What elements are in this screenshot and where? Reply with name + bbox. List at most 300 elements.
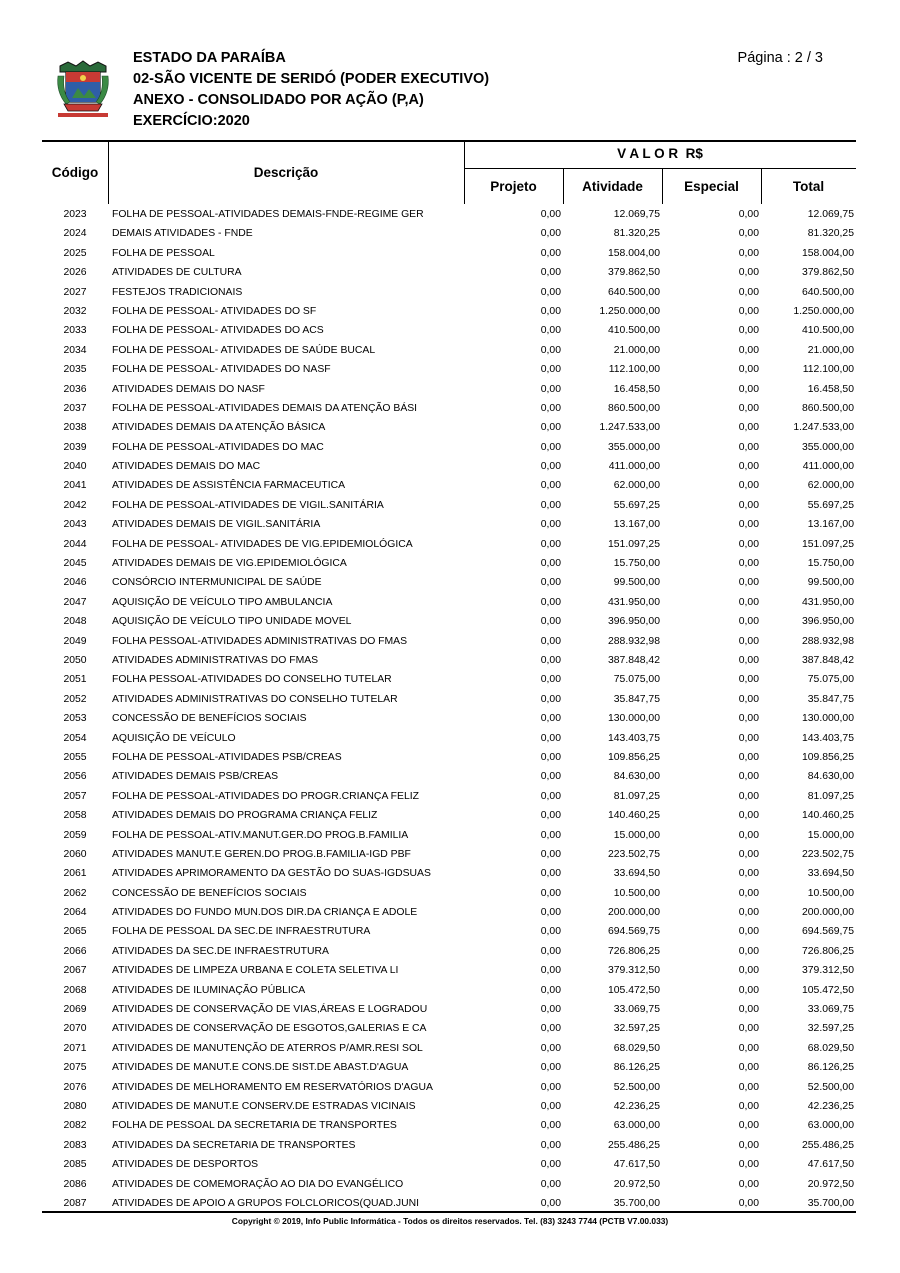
table-row [0, 767, 900, 786]
total-cell: 387.848,42 [801, 654, 854, 666]
description-cell: ATIVIDADES DEMAIS DO PROGRAMA CRIANÇA FELIZ [112, 810, 378, 822]
code-cell: 2043 [63, 519, 87, 531]
description-cell: ATIVIDADES ADMINISTRATIVAS DO CONSELHO TUTELAR [112, 693, 398, 705]
code-cell: 2060 [63, 848, 87, 860]
table-row [0, 1019, 900, 1038]
table-row [0, 1058, 900, 1077]
atividade-cell: 10.500,00 [613, 887, 660, 899]
code-cell: 2026 [63, 267, 87, 279]
projeto-cell: 0,00 [540, 907, 561, 919]
atividade-cell: 151.097,25 [607, 538, 660, 550]
table-row [0, 1175, 900, 1194]
coat-of-arms-icon [54, 58, 112, 120]
projeto-cell: 0,00 [540, 713, 561, 725]
table-row [0, 283, 900, 302]
code-cell: 2034 [63, 344, 87, 356]
description-cell: AQUISIÇÃO DE VEÍCULO [112, 732, 236, 744]
projeto-cell: 0,00 [540, 1139, 561, 1151]
especial-cell: 0,00 [738, 654, 759, 666]
total-cell: 32.597,25 [807, 1023, 854, 1035]
table-row [0, 845, 900, 864]
table-row [0, 864, 900, 883]
especial-cell: 0,00 [738, 519, 759, 531]
description-cell: ATIVIDADES DEMAIS DE VIG.EPIDEMIOLÓGICA [112, 558, 347, 570]
table-row [0, 593, 900, 612]
projeto-cell: 0,00 [540, 829, 561, 841]
total-cell: 112.100,00 [802, 364, 854, 376]
column-header-especial: Especial [684, 179, 739, 194]
especial-cell: 0,00 [738, 1004, 759, 1016]
table-row [0, 438, 900, 457]
projeto-cell: 0,00 [540, 461, 561, 473]
especial-cell: 0,00 [738, 538, 759, 550]
atividade-cell: 81.097,25 [613, 790, 660, 802]
especial-cell: 0,00 [738, 1081, 759, 1093]
projeto-cell: 0,00 [540, 1159, 561, 1171]
projeto-cell: 0,00 [540, 790, 561, 802]
projeto-cell: 0,00 [540, 1100, 561, 1112]
description-cell: FOLHA DE PESSOAL DA SECRETARIA DE TRANSPORTES [112, 1120, 397, 1132]
code-cell: 2023 [63, 209, 87, 220]
description-cell: FOLHA PESSOAL-ATIVIDADES ADMINISTRATIVAS DO FMAS [112, 635, 408, 647]
projeto-cell: 0,00 [540, 926, 561, 938]
total-cell: 379.312,50 [801, 965, 854, 977]
especial-cell: 0,00 [738, 1042, 759, 1054]
table-row [0, 632, 900, 651]
atividade-cell: 75.075,00 [613, 674, 660, 686]
code-cell: 2066 [63, 945, 87, 957]
code-cell: 2036 [63, 383, 87, 395]
table-row [0, 360, 900, 379]
table-row [0, 1039, 900, 1058]
total-cell: 151.097,25 [801, 538, 854, 550]
total-cell: 86.126,25 [807, 1062, 854, 1074]
description-cell: CONCESSÃO DE BENEFÍCIOS SOCIAIS [112, 887, 307, 899]
projeto-cell: 0,00 [540, 1197, 561, 1209]
description-cell: FOLHA DE PESSOAL DA SEC.DE INFRAESTRUTURA [112, 926, 371, 938]
total-cell: 130.000,00 [801, 713, 854, 725]
table-row [0, 1000, 900, 1019]
code-cell: 2054 [63, 732, 87, 744]
especial-cell: 0,00 [738, 945, 759, 957]
atividade-cell: 21.000,00 [613, 344, 660, 356]
total-cell: 81.097,25 [807, 790, 854, 802]
description-cell: FOLHA DE PESSOAL-ATIV.MANUT.GER.DO PROG.B.FAMILIA [112, 829, 409, 841]
projeto-cell: 0,00 [540, 247, 561, 259]
annex-title: ANEXO - CONSOLIDADO POR AÇÃO (P,A) [133, 92, 424, 108]
especial-cell: 0,00 [738, 383, 759, 395]
especial-cell: 0,00 [738, 771, 759, 783]
table-row [0, 380, 900, 399]
total-cell: 33.069,75 [807, 1004, 854, 1016]
code-cell: 2086 [63, 1178, 87, 1190]
total-cell: 47.617,50 [807, 1159, 854, 1171]
code-cell: 2056 [63, 771, 87, 783]
table-row [0, 612, 900, 631]
description-cell: FESTEJOS TRADICIONAIS [112, 286, 243, 298]
especial-cell: 0,00 [738, 926, 759, 938]
table-row [0, 884, 900, 903]
description-cell: ATIVIDADES DO FUNDO MUN.DOS DIR.DA CRIANÇA E ADOLE [112, 907, 418, 919]
atividade-cell: 694.569,75 [607, 926, 660, 938]
atividade-cell: 158.004,00 [607, 247, 660, 259]
total-cell: 1.247.533,00 [793, 422, 854, 434]
projeto-cell: 0,00 [540, 674, 561, 686]
description-cell: FOLHA DE PESSOAL-ATIVIDADES DEMAIS DA ATENÇÃO BÁSI [112, 402, 418, 414]
description-cell: FOLHA DE PESSOAL-ATIVIDADES DEMAIS-FNDE-REGIME GER [112, 209, 424, 220]
code-cell: 2053 [63, 713, 87, 725]
projeto-cell: 0,00 [540, 1042, 561, 1054]
table-row [0, 1078, 900, 1097]
code-cell: 2061 [63, 868, 87, 880]
especial-cell: 0,00 [738, 829, 759, 841]
total-cell: 379.862,50 [801, 267, 854, 279]
especial-cell: 0,00 [738, 461, 759, 473]
atividade-cell: 84.630,00 [613, 771, 660, 783]
especial-cell: 0,00 [738, 247, 759, 259]
total-cell: 431.950,00 [801, 596, 854, 608]
atividade-cell: 200.000,00 [607, 907, 660, 919]
atividade-cell: 431.950,00 [607, 596, 660, 608]
projeto-cell: 0,00 [540, 1062, 561, 1074]
description-cell: ATIVIDADES DA SECRETARIA DE TRANSPORTES [112, 1139, 356, 1151]
atividade-cell: 130.000,00 [607, 713, 660, 725]
total-cell: 255.486,25 [801, 1139, 854, 1151]
projeto-cell: 0,00 [540, 577, 561, 589]
especial-cell: 0,00 [738, 790, 759, 802]
state-name: ESTADO DA PARAÍBA [133, 50, 286, 66]
atividade-cell: 112.100,00 [608, 364, 660, 376]
especial-cell: 0,00 [738, 596, 759, 608]
column-header-projeto: Projeto [490, 179, 537, 194]
especial-cell: 0,00 [738, 868, 759, 880]
projeto-cell: 0,00 [540, 558, 561, 570]
description-cell: ATIVIDADES DE CONSERVAÇÃO DE ESGOTOS,GALERIAS E CA [112, 1023, 427, 1035]
total-cell: 396.950,00 [801, 616, 854, 628]
especial-cell: 0,00 [738, 558, 759, 570]
table-row [0, 651, 900, 670]
especial-cell: 0,00 [738, 344, 759, 356]
code-cell: 2085 [63, 1159, 87, 1171]
total-cell: 411.000,00 [802, 461, 854, 473]
especial-cell: 0,00 [738, 907, 759, 919]
table-row [0, 806, 900, 825]
projeto-cell: 0,00 [540, 519, 561, 531]
total-cell: 223.502,75 [801, 848, 854, 860]
table-row [0, 826, 900, 845]
atividade-cell: 32.597,25 [613, 1023, 660, 1035]
especial-cell: 0,00 [738, 267, 759, 279]
table-row [0, 496, 900, 515]
especial-cell: 0,00 [738, 751, 759, 763]
especial-cell: 0,00 [738, 364, 759, 376]
description-cell: ATIVIDADES DEMAIS DO MAC [112, 461, 261, 473]
column-header-code: Código [51, 165, 99, 180]
especial-cell: 0,00 [738, 1100, 759, 1112]
description-cell: ATIVIDADES DE ASSISTÊNCIA FARMACEUTICA [112, 480, 346, 492]
especial-cell: 0,00 [738, 674, 759, 686]
description-cell: FOLHA DE PESSOAL [112, 247, 215, 259]
atividade-cell: 62.000,00 [613, 480, 660, 492]
code-cell: 2067 [63, 965, 87, 977]
especial-cell: 0,00 [738, 1062, 759, 1074]
table-row [0, 244, 900, 263]
total-cell: 84.630,00 [807, 771, 854, 783]
description-cell: FOLHA DE PESSOAL- ATIVIDADES DO SF [112, 305, 317, 317]
code-cell: 2025 [63, 247, 87, 259]
projeto-cell: 0,00 [540, 1023, 561, 1035]
projeto-cell: 0,00 [540, 1120, 561, 1132]
especial-cell: 0,00 [738, 325, 759, 337]
description-cell: FOLHA DE PESSOAL- ATIVIDADES DO ACS [112, 325, 324, 337]
code-cell: 2041 [63, 480, 87, 492]
total-cell: 75.075,00 [807, 674, 854, 686]
especial-cell: 0,00 [738, 422, 759, 434]
table-row [0, 1116, 900, 1135]
description-cell: ATIVIDADES DE CULTURA [112, 267, 242, 279]
projeto-cell: 0,00 [540, 305, 561, 317]
code-cell: 2024 [63, 228, 87, 240]
total-cell: 81.320,25 [807, 228, 854, 240]
especial-cell: 0,00 [738, 1023, 759, 1035]
table-row [0, 1136, 900, 1155]
description-cell: FOLHA DE PESSOAL-ATIVIDADES DO PROGR.CRIANÇA FELIZ [112, 790, 419, 802]
projeto-cell: 0,00 [540, 596, 561, 608]
description-cell: FOLHA DE PESSOAL-ATIVIDADES DO MAC [112, 441, 324, 453]
projeto-cell: 0,00 [540, 1004, 561, 1016]
description-cell: ATIVIDADES DE DESPORTOS [112, 1159, 259, 1171]
code-cell: 2075 [63, 1062, 87, 1074]
total-cell: 355.000,00 [801, 441, 854, 453]
total-cell: 10.500,00 [807, 887, 854, 899]
atividade-cell: 15.750,00 [613, 558, 660, 570]
code-cell: 2051 [63, 674, 87, 686]
projeto-cell: 0,00 [540, 441, 561, 453]
projeto-cell: 0,00 [540, 984, 561, 996]
atividade-cell: 47.617,50 [613, 1159, 660, 1171]
atividade-cell: 33.694,50 [613, 868, 660, 880]
projeto-cell: 0,00 [540, 209, 561, 220]
description-cell: AQUISIÇÃO DE VEÍCULO TIPO AMBULANCIA [112, 596, 333, 608]
code-cell: 2055 [63, 751, 87, 763]
description-cell: ATIVIDADES DE MANUT.E CONSERV.DE ESTRADAS VICINAIS [112, 1100, 416, 1112]
description-cell: ATIVIDADES DE COMEMORAÇÃO AO DIA DO EVANGÉLICO [112, 1178, 404, 1190]
table-row [0, 787, 900, 806]
description-cell: ATIVIDADES DE MANUT.E CONS.DE SIST.DE ABAST.D'AGUA [112, 1062, 409, 1074]
table-row [0, 302, 900, 321]
especial-cell: 0,00 [738, 499, 759, 511]
atividade-cell: 55.697,25 [613, 499, 660, 511]
atividade-cell: 255.486,25 [607, 1139, 660, 1151]
code-cell: 2062 [63, 887, 87, 899]
description-cell: ATIVIDADES DE LIMPEZA URBANA E COLETA SELETIVA LI [112, 965, 399, 977]
value-group-rule [464, 168, 856, 169]
description-cell: CONSÓRCIO INTERMUNICIPAL DE SAÚDE [112, 577, 322, 589]
description-cell: FOLHA DE PESSOAL- ATIVIDADES DE SAÚDE BUCAL [112, 344, 376, 356]
total-cell: 16.458,50 [807, 383, 854, 395]
code-cell: 2070 [63, 1023, 87, 1035]
total-cell: 21.000,00 [807, 344, 854, 356]
table-row [0, 399, 900, 418]
description-cell: DEMAIS ATIVIDADES - FNDE [112, 228, 253, 240]
table-row [0, 709, 900, 728]
code-cell: 2035 [63, 364, 87, 376]
description-cell: ATIVIDADES DE ILUMINAÇÃO PÚBLICA [112, 984, 306, 996]
column-header-total: Total [792, 179, 825, 194]
total-cell: 726.806,25 [801, 945, 854, 957]
description-cell: ATIVIDADES DE MANUTENÇÃO DE ATERROS P/AMR.RESI SOL [112, 1042, 423, 1054]
atividade-cell: 16.458,50 [613, 383, 660, 395]
projeto-cell: 0,00 [540, 538, 561, 550]
code-cell: 2042 [63, 499, 87, 511]
description-cell: ATIVIDADES DE APOIO A GRUPOS FOLCLORICOS(QUAD.JUNI [112, 1197, 419, 1209]
atividade-cell: 20.972,50 [613, 1178, 660, 1190]
column-header-atividade: Atividade [582, 179, 643, 194]
code-cell: 2052 [63, 693, 87, 705]
table-row [0, 205, 900, 224]
total-cell: 33.694,50 [807, 868, 854, 880]
atividade-cell: 42.236,25 [613, 1100, 660, 1112]
especial-cell: 0,00 [738, 1197, 759, 1209]
especial-cell: 0,00 [738, 441, 759, 453]
code-cell: 2057 [63, 790, 87, 802]
code-cell: 2064 [63, 907, 87, 919]
code-cell: 2037 [63, 402, 87, 414]
atividade-cell: 288.932,98 [607, 635, 660, 647]
atividade-cell: 68.029,50 [613, 1042, 660, 1054]
table-row [0, 554, 900, 573]
table-row [0, 922, 900, 941]
fiscal-year: EXERCÍCIO:2020 [133, 113, 250, 129]
projeto-cell: 0,00 [540, 732, 561, 744]
code-cell: 2032 [63, 305, 87, 317]
atividade-cell: 33.069,75 [613, 1004, 660, 1016]
table-row [0, 321, 900, 340]
projeto-cell: 0,00 [540, 228, 561, 240]
total-cell: 15.750,00 [807, 558, 854, 570]
atividade-cell: 140.460,25 [607, 810, 660, 822]
description-cell: ATIVIDADES DE MELHORAMENTO EM RESERVATÓRIOS D'AGUA [112, 1081, 433, 1093]
atividade-cell: 105.472,50 [607, 984, 660, 996]
total-cell: 860.500,00 [801, 402, 854, 414]
projeto-cell: 0,00 [540, 945, 561, 957]
description-cell: ATIVIDADES DEMAIS DA ATENÇÃO BÁSICA [112, 422, 326, 434]
especial-cell: 0,00 [738, 848, 759, 860]
description-cell: ATIVIDADES DA SEC.DE INFRAESTRUTURA [112, 945, 329, 957]
projeto-cell: 0,00 [540, 635, 561, 647]
code-cell: 2027 [63, 286, 87, 298]
projeto-cell: 0,00 [540, 422, 561, 434]
municipality-name: 02-SÃO VICENTE DE SERIDÓ (PODER EXECUTIVO) [133, 71, 490, 87]
description-cell: ATIVIDADES DEMAIS DE VIGIL.SANITÁRIA [112, 519, 321, 531]
especial-cell: 0,00 [738, 577, 759, 589]
table-row [0, 748, 900, 767]
total-cell: 12.069,75 [807, 209, 854, 220]
total-cell: 20.972,50 [807, 1178, 854, 1190]
atividade-cell: 99.500,00 [613, 577, 660, 589]
especial-cell: 0,00 [738, 1120, 759, 1132]
header-top-rule [42, 140, 856, 142]
code-cell: 2080 [63, 1100, 87, 1112]
projeto-cell: 0,00 [540, 402, 561, 414]
projeto-cell: 0,00 [540, 325, 561, 337]
projeto-cell: 0,00 [540, 364, 561, 376]
atividade-cell: 1.250.000,00 [599, 305, 660, 317]
page-number: Página : 2 / 3 [737, 50, 823, 66]
total-cell: 158.004,00 [801, 247, 854, 259]
total-cell: 109.856,25 [801, 751, 854, 763]
total-cell: 200.000,00 [801, 907, 854, 919]
projeto-cell: 0,00 [540, 383, 561, 395]
total-cell: 42.236,25 [807, 1100, 854, 1112]
projeto-cell: 0,00 [540, 848, 561, 860]
especial-cell: 0,00 [738, 1139, 759, 1151]
total-cell: 410.500,00 [801, 325, 854, 337]
atividade-cell: 81.320,25 [613, 228, 660, 240]
description-cell: ATIVIDADES MANUT.E GEREN.DO PROG.B.FAMILIA-IGD PBF [112, 848, 411, 860]
column-header-value-group: V A L O R R$ [617, 146, 703, 161]
code-cell: 2069 [63, 1004, 87, 1016]
especial-cell: 0,00 [738, 887, 759, 899]
table-row [0, 903, 900, 922]
atividade-cell: 86.126,25 [613, 1062, 660, 1074]
code-cell: 2044 [63, 538, 87, 550]
total-cell: 13.167,00 [807, 519, 854, 531]
code-cell: 2059 [63, 829, 87, 841]
especial-cell: 0,00 [738, 286, 759, 298]
code-cell: 2038 [63, 422, 87, 434]
table-row [0, 341, 900, 360]
table-row [0, 690, 900, 709]
atividade-cell: 355.000,00 [607, 441, 660, 453]
table-row [0, 535, 900, 554]
atividade-cell: 12.069,75 [613, 209, 660, 220]
projeto-cell: 0,00 [540, 887, 561, 899]
table-row [0, 942, 900, 961]
atividade-cell: 223.502,75 [607, 848, 660, 860]
atividade-cell: 726.806,25 [607, 945, 660, 957]
total-cell: 35.847,75 [807, 693, 854, 705]
projeto-cell: 0,00 [540, 499, 561, 511]
table-row [0, 263, 900, 282]
column-header-description: Descrição [253, 165, 319, 180]
especial-cell: 0,00 [738, 209, 759, 220]
report-header [0, 0, 900, 140]
projeto-cell: 0,00 [540, 965, 561, 977]
table-row [0, 224, 900, 243]
especial-cell: 0,00 [738, 1159, 759, 1171]
total-cell: 640.500,00 [801, 286, 854, 298]
projeto-cell: 0,00 [540, 1081, 561, 1093]
especial-cell: 0,00 [738, 402, 759, 414]
projeto-cell: 0,00 [540, 693, 561, 705]
atividade-cell: 387.848,42 [607, 654, 660, 666]
table-row [0, 418, 900, 437]
code-cell: 2087 [63, 1197, 87, 1209]
table-row [0, 670, 900, 689]
atividade-cell: 410.500,00 [607, 325, 660, 337]
code-cell: 2049 [63, 635, 87, 647]
table-row [0, 1155, 900, 1174]
atividade-cell: 1.247.533,00 [599, 422, 660, 434]
code-cell: 2039 [63, 441, 87, 453]
projeto-cell: 0,00 [540, 616, 561, 628]
total-cell: 62.000,00 [807, 480, 854, 492]
total-cell: 105.472,50 [801, 984, 854, 996]
table-row [0, 515, 900, 534]
atividade-cell: 52.500,00 [613, 1081, 660, 1093]
total-cell: 288.932,98 [801, 635, 854, 647]
